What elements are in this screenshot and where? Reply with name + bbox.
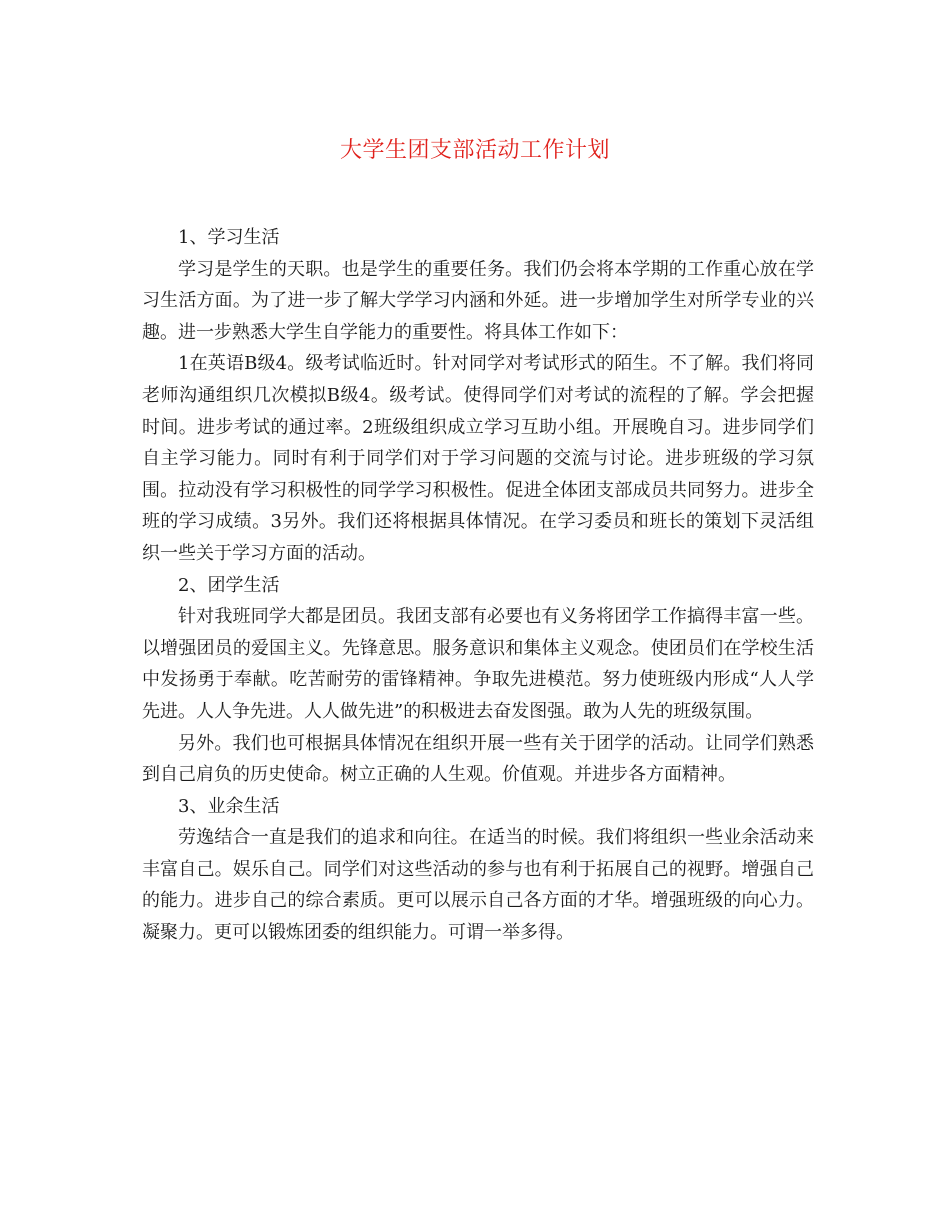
paragraph-leisure: 劳逸结合一直是我们的追求和向往。在适当的时候。我们将组织一些业余活动来丰富自己。娱乐自己。同学们对这些活动的参与也有利于拓展自己的视野。增强自己的能力。进步自己的综合素质。更可以展示自己各方面的才华。增强班级的向心力。凝聚力。更可以锻炼团委的组织能力。可谓一举多得。 — [142, 827, 814, 944]
section-heading-study: 1、学习生活 — [178, 227, 280, 248]
document-body — [142, 222, 814, 949]
paragraph-study-intro: 学习是学生的天职。也是学生的重要任务。我们仍会将本学期的工作重心放在学习生活方面。为了进一步了解大学学习内涵和外延。进一步增加学生对所学专业的兴趣。进一步熟悉大学生自学能力的重要性。将具体工作如下： — [142, 258, 814, 343]
section-heading-league: 2、团学生活 — [178, 574, 280, 596]
section-heading-leisure: 3、业余生活 — [178, 795, 280, 817]
paragraph-study-plan: 1在英语B级4。级考试临近时。针对同学对考试形式的陌生。不了解。我们将同老师沟通组织几次模拟B级4。级考试。使得同学们对考试的流程的了解。学会把握时间。进步考试的通过率。2班级组织成立学习互助小组。开展晚自习。进步同学们自主学习能力。同时有利于同学们对于学习问题的交流与讨论。进步班级的学习氛围。拉动没有学习积极性的同学学习积极性。促进全体团支部成员共同努力。进步全班的学习成绩。3另外。我们还将根据具体情况。在学习委员和班长的策划下灵活组织一些关于学习方面的活动。 — [142, 353, 814, 564]
paragraph-league-intro: 针对我班同学大都是团员。我团支部有必要也有义务将团学工作搞得丰富一些。以增强团员的爱国主义。先锋意思。服务意识和集体主义观念。使团员们在学校生活中发扬勇于奉献。吃苦耐劳的雷锋精神。争取先进模范。努力使班级内形成“人人学先进。人人争先进。人人做先进”的积极进去奋发图强。敢为人先的班级氛围。 — [142, 606, 814, 722]
paragraph-league-extra: 另外。我们也可根据具体情况在组织开展一些有关于团学的活动。让同学们熟悉到自己肩负的历史使命。树立正确的人生观。价值观。并进步各方面精神。 — [142, 732, 814, 786]
document-title: 大学生团支部活动工作计划 — [339, 138, 610, 163]
